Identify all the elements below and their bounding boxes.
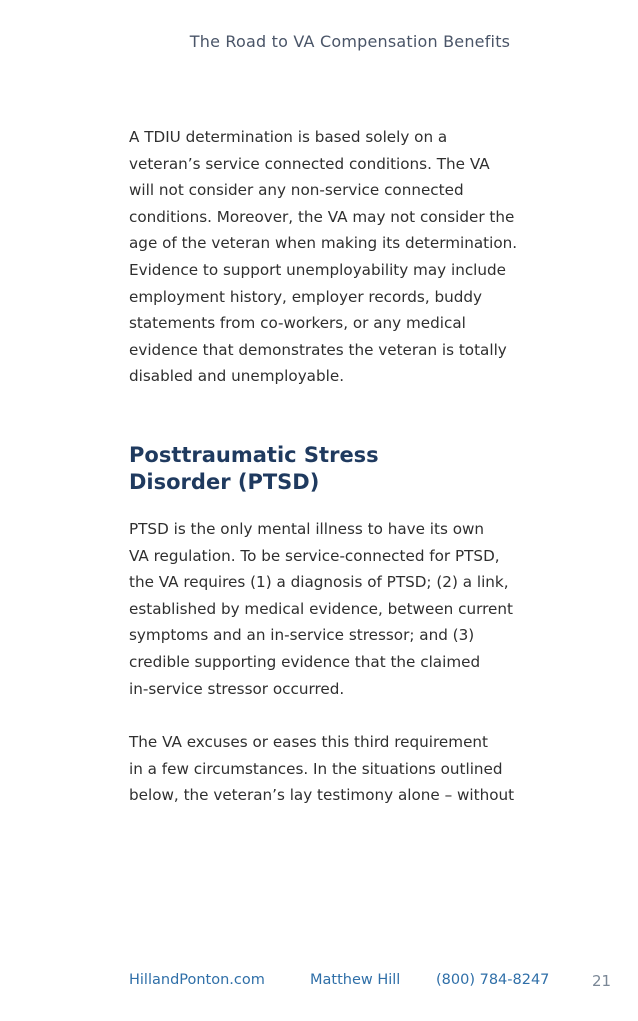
footer-website-link[interactable]: HillandPonton.com bbox=[129, 972, 265, 988]
page-number: 21 bbox=[592, 972, 612, 990]
ptsd-paragraph: PTSD is the only mental illness to have its own VA regulation. To be service-connected for PTSD, the VA requires (1) a diagnosis of PTSD; (2) a link, established by medical evidence, between current symptoms and an in-service stressor; and (3) credible supporting evidence that the claimed in-service stressor occurred. bbox=[129, 519, 513, 698]
page-content bbox=[129, 124, 579, 809]
running-header-title: The Road to VA Compensation Benefits bbox=[189, 32, 511, 51]
page-footer bbox=[129, 972, 612, 994]
footer-phone-number[interactable]: (800) 784-8247 bbox=[436, 972, 550, 988]
footer-author-name: Matthew Hill bbox=[310, 972, 401, 988]
tdiu-paragraph: A TDIU determination is based solely on a veteran’s service connected conditions. The VA will not consider any non-service connected conditions. Moreover, the VA may not consider the age of the veteran when making its determination. Evidence to support unemployability may include employment history, employer records, buddy statements from co-workers, or any medical evidence that demonstrates the veteran is totally disabled and unemployable. bbox=[129, 128, 518, 386]
section-heading-ptsd: Posttraumatic Stress Disorder (PTSD) bbox=[129, 442, 379, 494]
third-requirement-paragraph: The VA excuses or eases this third requirement in a few circumstances. In the situations outlined below, the veteran’s lay testimony alone – without bbox=[129, 733, 515, 805]
